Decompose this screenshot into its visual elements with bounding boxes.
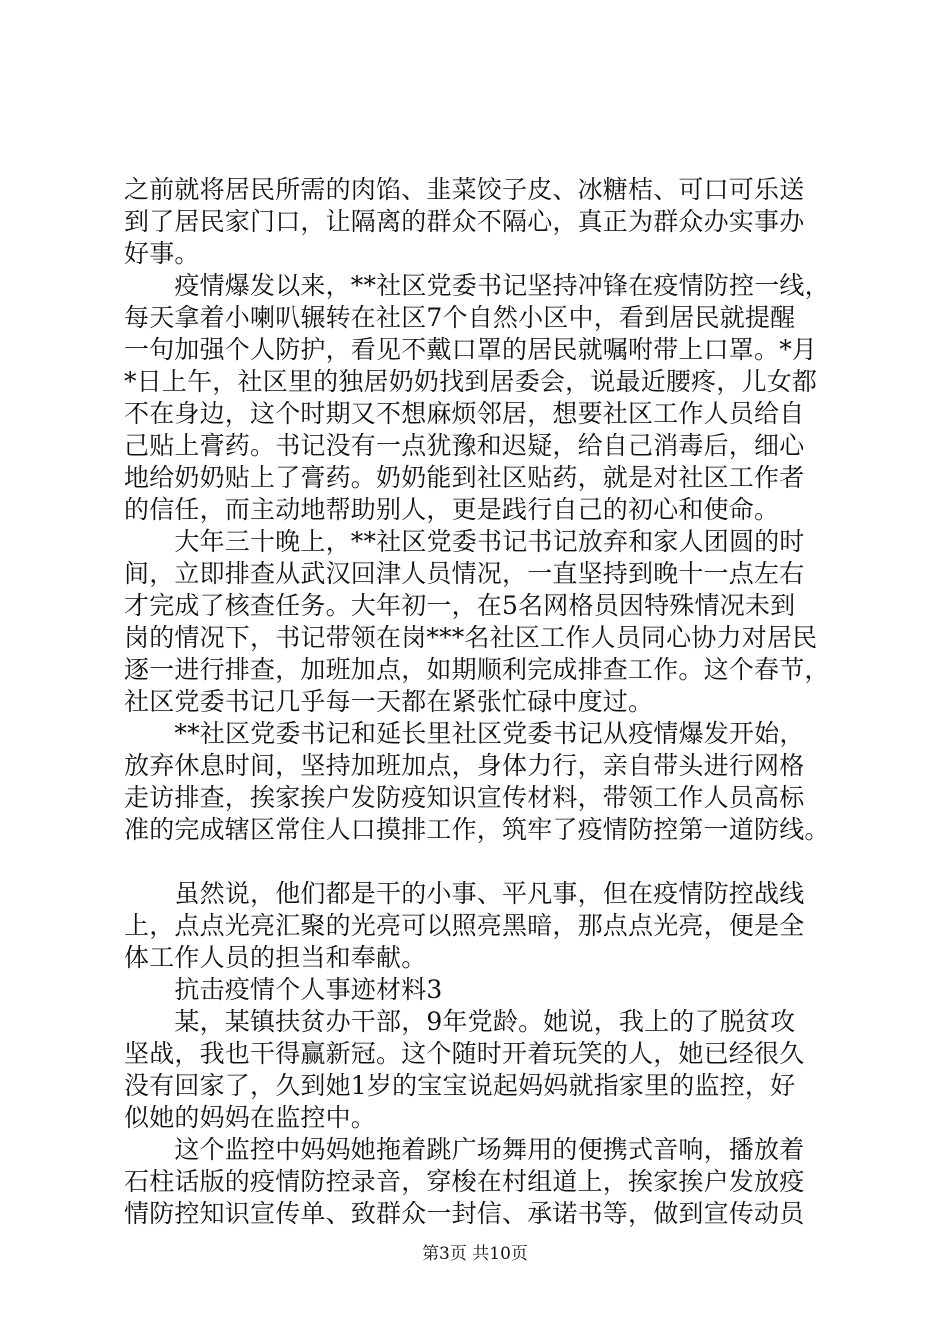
text-line: 疫情爆发以来，**社区党委书记坚持冲锋在疫情防控一线， <box>124 271 830 300</box>
text-line: 上，点点光亮汇聚的光亮可以照亮黑暗，那点点光亮，便是全 <box>124 911 805 940</box>
text-line: 虽然说，他们都是干的小事、平凡事，但在疫情防控战线 <box>124 879 805 908</box>
text-line: 地给奶奶贴上了膏药。奶奶能到社区贴药，就是对社区工作者 <box>124 463 805 492</box>
text-line: 没有回家了，久到她1岁的宝宝说起妈妈就指家里的监控，好 <box>124 1071 796 1100</box>
text-line: 岗的情况下，书记带领在岗***名社区工作人员同心协力对居民 <box>124 623 818 652</box>
text-line: 一句加强个人防护，看见不戴口罩的居民就嘱咐带上口罩。*月 <box>124 335 818 364</box>
text-line: *日上午，社区里的独居奶奶找到居委会，说最近腰疼，儿女都 <box>124 367 818 396</box>
text-line: 某，某镇扶贫办干部，9年党龄。她说，我上的了脱贫攻 <box>124 1007 796 1036</box>
page-footer <box>0 1243 950 1265</box>
text-line: 放弃休息时间，坚持加班加点，身体力行，亲自带头进行网格 <box>124 751 805 780</box>
text-line: 的信任，而主动地帮助别人，更是践行自己的初心和使命。 <box>124 495 780 524</box>
section-heading: 抗击疫情个人事迹材料3 <box>124 975 443 1004</box>
text-line: 不在身边，这个时期又不想麻烦邻居，想要社区工作人员给自 <box>124 399 805 428</box>
text-line: 情防控知识宣传单、致群众一封信、承诺书等，做到宣传动员 <box>124 1199 805 1228</box>
text-line: 似她的妈妈在监控中。 <box>124 1103 377 1132</box>
text-line: 间，立即排查从武汉回津人员情况，一直坚持到晚十一点左右 <box>124 559 805 588</box>
text-line: 之前就将居民所需的肉馅、韭菜饺子皮、冰糖桔、可口可乐送 <box>124 175 805 204</box>
text-line: 才完成了核查任务。大年初一，在5名网格员因特殊情况未到 <box>124 591 796 620</box>
text-line: 社区党委书记几乎每一天都在紧张忙碌中度过。 <box>124 687 654 716</box>
text-line: **社区党委书记和延长里社区党委书记从疫情爆发开始， <box>124 719 805 748</box>
text-line: 到了居民家门口，让隔离的群众不隔心，真正为群众办实事办 <box>124 207 805 236</box>
text-line: 准的完成辖区常住人口摸排工作，筑牢了疫情防控第一道防线。 <box>124 815 830 844</box>
text-line: 好事。 <box>124 239 200 268</box>
page-number-label: 第3页 共10页 <box>422 1244 528 1264</box>
text-line: 走访排查，挨家挨户发防疫知识宣传材料，带领工作人员高标 <box>124 783 805 812</box>
text-line: 逐一进行排查，加班加点，如期顺利完成排查工作。这个春节， <box>124 655 830 684</box>
text-line: 石柱话版的疫情防控录音，穿梭在村组道上，挨家挨户发放疫 <box>124 1167 805 1196</box>
text-line: 这个监控中妈妈她拖着跳广场舞用的便携式音响，播放着 <box>124 1135 805 1164</box>
text-line: 每天拿着小喇叭辗转在社区7个自然小区中，看到居民就提醒 <box>124 303 796 332</box>
text-line: 坚战，我也干得赢新冠。这个随时开着玩笑的人，她已经很久 <box>124 1039 805 1068</box>
text-line: 体工作人员的担当和奉献。 <box>124 943 427 972</box>
text-line: 己贴上膏药。书记没有一点犹豫和迟疑，给自己消毒后，细心 <box>124 431 805 460</box>
text-line: 大年三十晚上，**社区党委书记书记放弃和家人团圆的时 <box>124 527 805 556</box>
